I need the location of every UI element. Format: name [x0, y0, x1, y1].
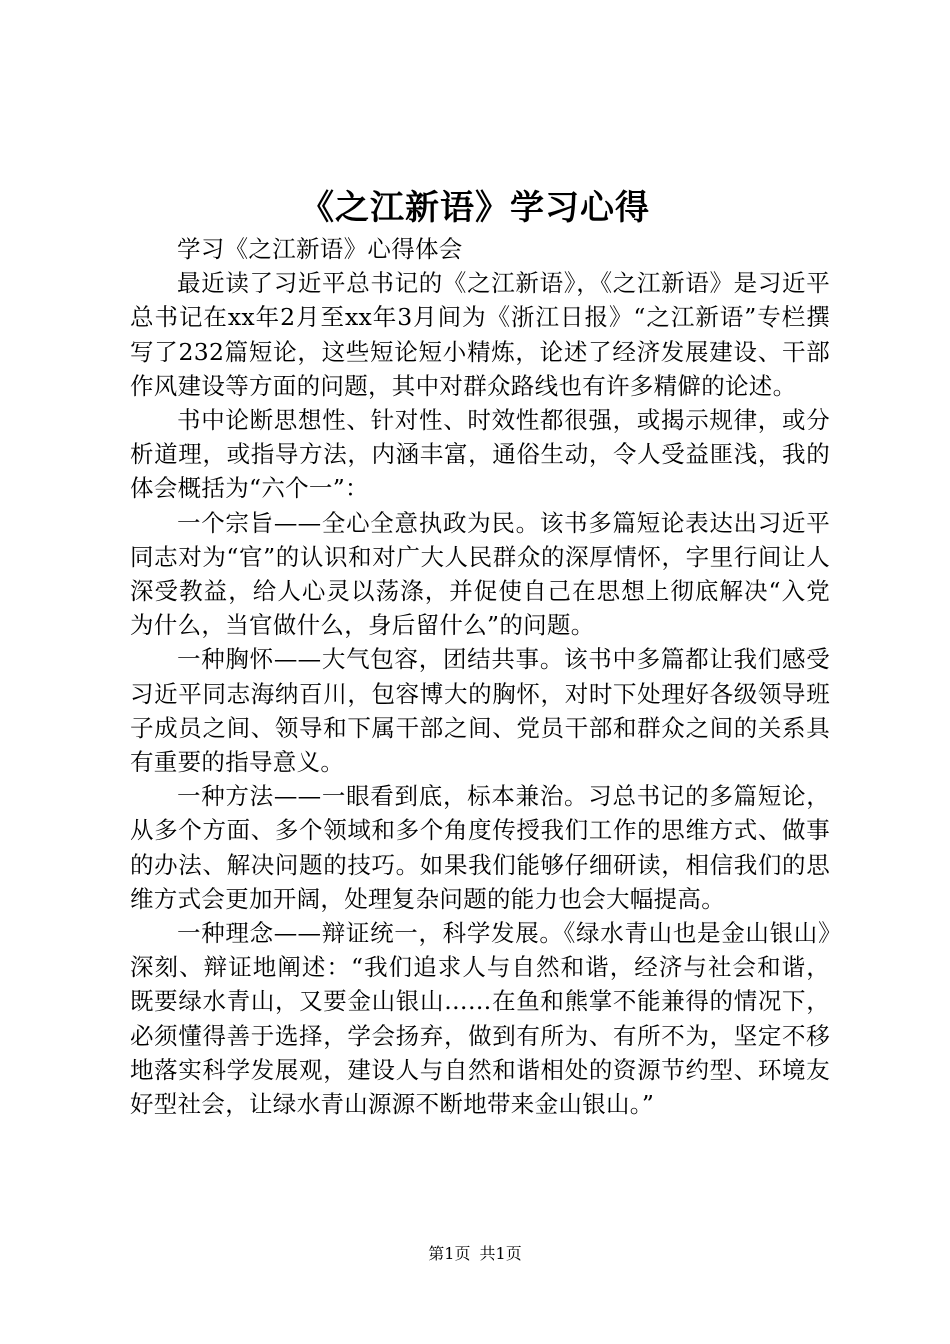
page-footer — [0, 1242, 950, 1266]
page-number: 第1页 — [428, 1244, 471, 1263]
paragraph-mindset: 一种胸怀——大气包容，团结共事。该书中多篇都让我们感受习近平同志海纳百川，包容博大的胸怀，对时下处理好各级领导班子成员之间、领导和下属干部之间、党员干部和群众之间的关系具有重要的指导意义。 — [130, 645, 830, 777]
paragraph-overview: 书中论断思想性、针对性、时效性都很强，或揭示规律，或分析道理，或指导方法，内涵丰富，通俗生动，令人受益匪浅，我的体会概括为“六个一”： — [130, 406, 830, 503]
paragraph-purpose: 一个宗旨——全心全意执政为民。该书多篇短论表达出习近平同志对为“官”的认识和对广大人民群众的深厚情怀，字里行间让人深受教益，给人心灵以荡涤，并促使自己在思想上彻底解决“入党为什么，当官做什么，身后留什么”的问题。 — [130, 508, 830, 640]
paragraph-subtitle: 学习《之江新语》心得体会 — [177, 235, 463, 263]
document-body — [130, 232, 830, 1121]
paragraph-method: 一种方法——一眼看到底，标本兼治。习总书记的多篇短论，从多个方面、多个领域和多个角度传授我们工作的思维方式、做事的办法、解决问题的技巧。如果我们能够仔细研读，相信我们的思维方式会更加开阔，处理复杂问题的能力也会大幅提高。 — [130, 782, 830, 913]
paragraph-intro: 最近读了习近平总书记的《之江新语》，《之江新语》是习近平总书记在xx年2月至xx年3月间为《浙江日报》“之江新语”专栏撰写了232篇短论，这些短论短小精炼，论述了经济发展建设、干部作风建设等方面的问题，其中对群众路线也有许多精僻的论述。 — [130, 269, 830, 400]
page-total: 共1页 — [479, 1244, 522, 1263]
paragraph-concept: 一种理念——辩证统一，科学发展。《绿水青山也是金山银山》深刻、辩证地阐述：“我们追求人与自然和谐，经济与社会和谐，既要绿水青山，又要金山银山……在鱼和熊掌不能兼得的情况下，必须懂得善于选择，学会扬弃，做到有所为、有所不为，坚定不移地落实科学发展观，建设人与自然和谐相处的资源节约型、环境友好型社会，让绿水青山源源不断地带来金山银山。” — [130, 919, 830, 1119]
document-title: 《之江新语》学习心得 — [300, 188, 650, 228]
